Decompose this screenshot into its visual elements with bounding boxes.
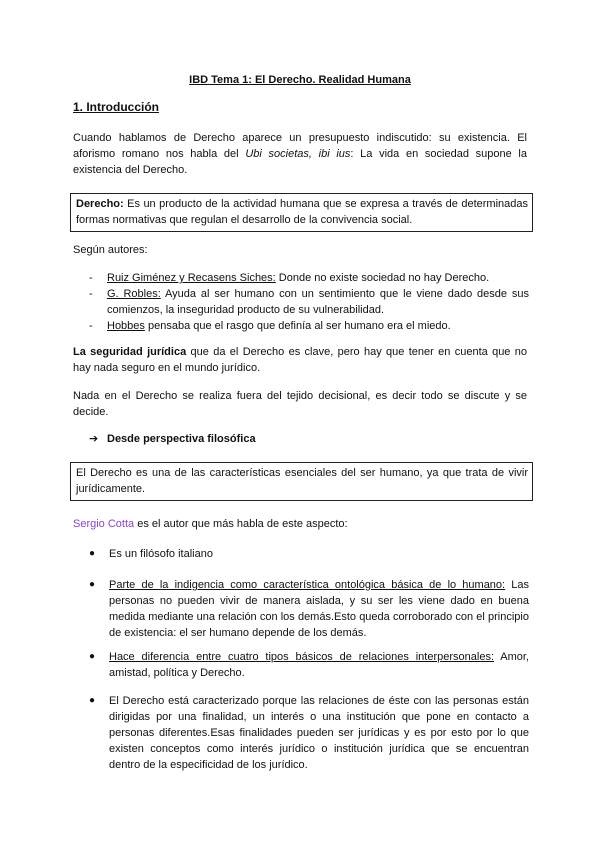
- list-item: [89, 693, 529, 773]
- list-item: [89, 286, 529, 318]
- author-text: pensaba que el rasgo que definía al ser humano era el miedo.: [144, 320, 451, 332]
- section-heading-introduccion: 1. Introducción: [73, 100, 160, 114]
- bullet-text: El Derecho está caracterizado porque las relaciones de éste con las personas están dirigidas por una finalidad, un interés o una institución que pone en contacto a personas diferentes.Esas finalidades pueden ser jurídicas y es por esto por lo que existen conceptos como interés jurídico o institución jurídica que se encuentran dentro de la especificidad de los jurídico.: [109, 695, 529, 771]
- decisional-paragraph: Nada en el Derecho se realiza fuera del tejido decisional, es decir todo se discute y se decide.: [73, 390, 527, 418]
- intro-text-b: : La vida en sociedad supone la existencia del Derecho.: [73, 148, 527, 176]
- cotta-paragraph: [73, 516, 527, 532]
- list-item: [89, 577, 529, 641]
- bullet-text: Las personas no pueden vivir de manera aislada, y su ser les viene dado en buena medida mediante una relación con los demás.Esto queda corroborado con el principio de existencia: el ser humano depende de los demás.: [109, 579, 530, 639]
- arrow-right-icon: ➔: [89, 433, 99, 445]
- intro-text-a: Cuando hablamos de Derecho aparece un presupuesto indiscutido: su existencia. El aforismo romano nos habla del: [73, 132, 527, 160]
- author-name: Hobbes: [107, 320, 145, 332]
- bullet-dot-icon: ●: [89, 695, 96, 706]
- bullet-text: Amor, amistad, política y Derecho.: [109, 651, 529, 679]
- philosophy-box: El Derecho es una de las características esenciales del ser humano, ya que trata de vivir jurídicamente.: [70, 462, 533, 501]
- definition-text: Es un producto de la actividad humana que se expresa a través de determinadas formas normativas que regulan el desarrollo de la convivencia social.: [76, 198, 528, 226]
- definition-box: [70, 193, 533, 232]
- author-text: Donde no existe sociedad no hay Derecho.: [275, 272, 490, 284]
- security-term: La seguridad jurídica: [73, 346, 187, 358]
- authors-list: [89, 270, 529, 334]
- perspective-heading: [89, 431, 256, 447]
- list-item: [89, 546, 529, 562]
- security-text: que da el Derecho es clave, pero hay que tener en cuenta que no hay nada seguro en el mundo jurídico.: [73, 346, 527, 374]
- cotta-text: es el autor que más habla de este aspecto:: [134, 518, 348, 530]
- author-name: G. Robles:: [107, 288, 161, 300]
- latin-aphorism: Ubi societas, ibi ius: [245, 148, 351, 160]
- document-title: IBD Tema 1: El Derecho. Realidad Humana: [189, 74, 411, 86]
- list-item: [89, 318, 529, 334]
- list-item: [89, 270, 529, 286]
- bullet-dot-icon: ●: [89, 579, 96, 590]
- bullet-text: Es un filósofo italiano: [109, 548, 213, 560]
- bullet-dot-icon: ●: [89, 651, 96, 662]
- definition-term: Derecho:: [76, 198, 124, 210]
- author-text: Ayuda al ser humano con un sentimiento que le viene dado desde sus comienzos, la inseguridad producto de su vulnerabilidad.: [107, 288, 530, 316]
- authors-label: Según autores:: [73, 244, 148, 256]
- perspective-heading-text: Desde perspectiva filosófica: [107, 433, 256, 445]
- author-name: Ruiz Giménez y Recasens Siches:: [107, 272, 276, 284]
- list-item: [89, 649, 529, 681]
- bullet-underlined: Hace diferencia entre cuatro tipos básicos de relaciones interpersonales:: [109, 651, 495, 663]
- intro-paragraph: [73, 130, 527, 178]
- bullet-underlined: Parte de la indigencia como característica ontológica básica de lo humano:: [109, 579, 506, 591]
- bullet-dot-icon: ●: [89, 548, 96, 559]
- security-paragraph: [73, 344, 527, 376]
- cotta-name: Sergio Cotta: [73, 518, 135, 530]
